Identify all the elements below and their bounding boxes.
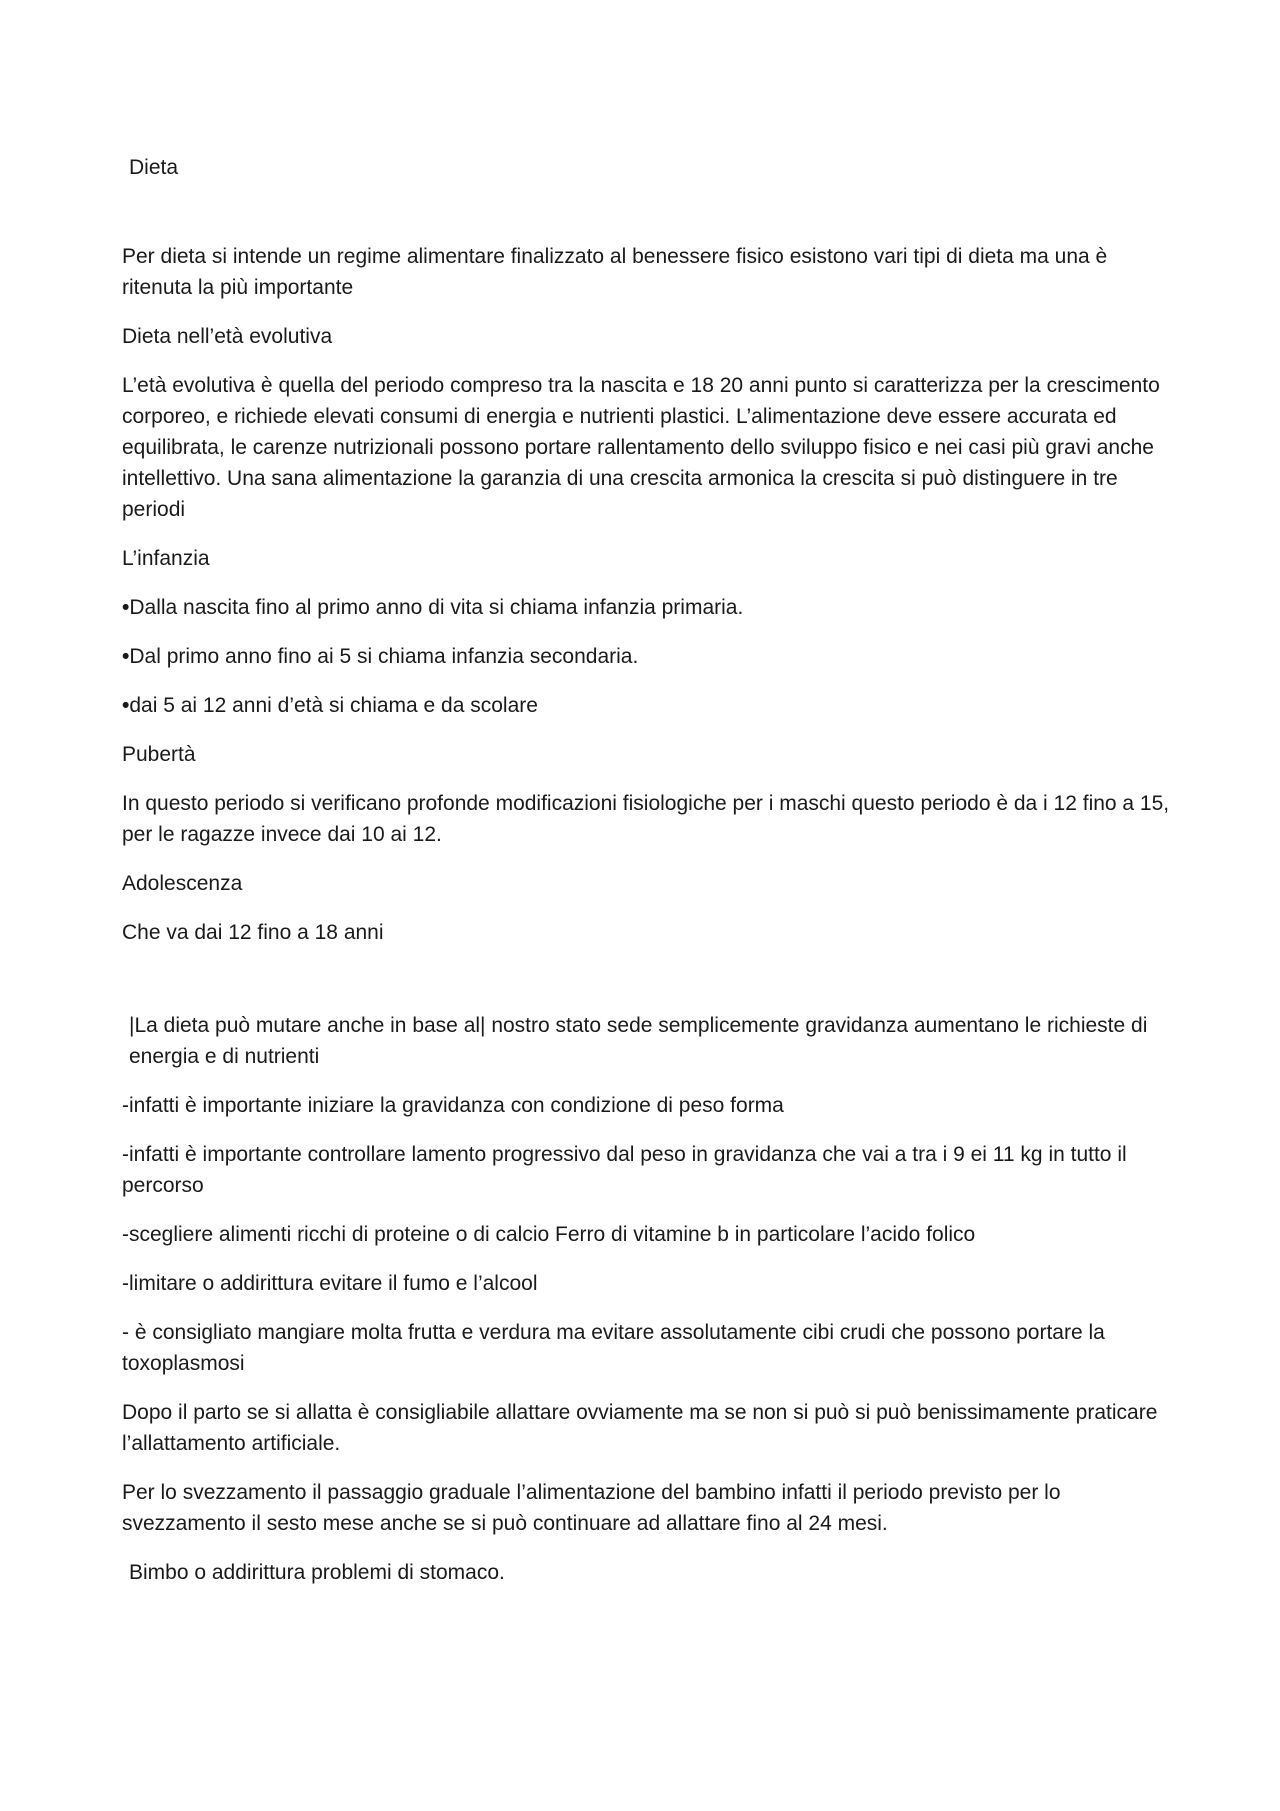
- gravidanza-point: - è consigliato mangiare molta frutta e verdura ma evitare assolutamente cibi crudi che possono portare la toxoplasmosi: [122, 1321, 1105, 1375]
- adolescenza-paragraph: Che va dai 12 fino a 18 anni: [122, 921, 384, 944]
- allattamento-paragraph: Dopo il parto se si allatta è consigliabile allattare ovviamente ma se non si può si può benissimamente praticare l’allattamento artificiale.: [122, 1401, 1158, 1455]
- svezzamento-paragraph: Per lo svezzamento il passaggio graduale l’alimentazione del bambino infatti il periodo previsto per lo svezzamento il sesto mese anche se si può continuare ad allattare fino al 24 mesi.: [122, 1481, 1061, 1535]
- list-item-text: dai 5 ai 12 anni d’età si chiama e da scolare: [129, 694, 538, 717]
- document-title: Dieta: [129, 156, 179, 179]
- section-heading-adolescenza: Adolescenza: [122, 872, 243, 895]
- gravidanza-point: -infatti è importante controllare lamento progressivo dal peso in gravidanza che vai a tra i 9 ei 11 kg in tutto il percorso: [122, 1143, 1127, 1197]
- closing-line: Bimbo o addirittura problemi di stomaco.: [129, 1561, 505, 1584]
- intro-paragraph: Per dieta si intende un regime alimentare finalizzato al benessere fisico esistono vari tipi di dieta ma una è ritenuta la più importante: [122, 245, 1108, 299]
- bullet-icon: •: [122, 645, 130, 668]
- section-heading-puberta: Pubertà: [122, 743, 196, 766]
- blank-line: [122, 966, 1172, 1010]
- list-item-text: Dal primo anno fino ai 5 si chiama infanzia secondaria.: [129, 645, 639, 668]
- eta-evolutiva-paragraph: L’età evolutiva è quella del periodo compreso tra la nascita e 18 20 anni punto si caratterizza per la crescimento corporeo, e richiede elevati consumi di energia e nutrienti plastici. L’alimentazione deve essere accurata ed equilibrata, le carenze nutrizionali possono portare rallentamento dello sviluppo fisico e nei casi più gravi anche intellettivo. Una sana alimentazione la garanzia di una crescita armonica la crescita si può distinguere in tre periodi: [122, 374, 1160, 521]
- document-body: [122, 152, 1172, 1606]
- section-heading-eta-evolutiva: Dieta nell’età evolutiva: [122, 325, 333, 348]
- gravidanza-point: -infatti è importante iniziare la gravidanza con condizione di peso forma: [122, 1094, 784, 1117]
- section-heading-infanzia: L’infanzia: [122, 547, 210, 570]
- gravidanza-paragraph: |La dieta può mutare anche in base al| nostro stato sede semplicemente gravidanza aumentano le richieste di energia e di nutrienti: [129, 1014, 1148, 1068]
- bullet-icon: •: [122, 596, 130, 619]
- gravidanza-point: -scegliere alimenti ricchi di proteine o di calcio Ferro di vitamine b in particolare l’acido folico: [122, 1223, 976, 1246]
- bullet-icon: •: [122, 694, 130, 717]
- puberta-paragraph: In questo periodo si verificano profonde modificazioni fisiologiche per i maschi questo periodo è da i 12 fino a 15, per le ragazze invece dai 10 ai 12.: [122, 792, 1170, 846]
- list-item: [122, 641, 1172, 672]
- list-item-text: Dalla nascita fino al primo anno di vita si chiama infanzia primaria.: [129, 596, 744, 619]
- list-item: [122, 592, 1172, 623]
- list-item: [122, 690, 1172, 721]
- gravidanza-point: -limitare o addirittura evitare il fumo e l’alcool: [122, 1272, 538, 1295]
